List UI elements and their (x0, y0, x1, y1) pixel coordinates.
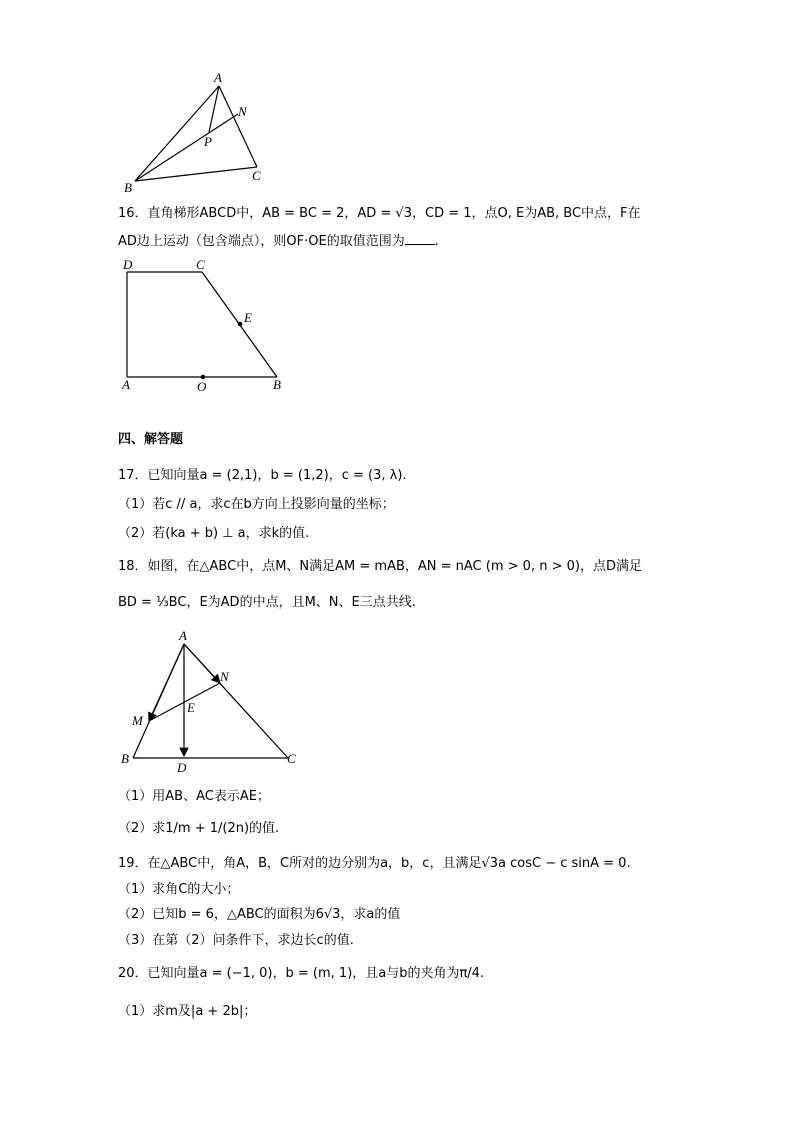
section-heading: 四、解答题 (118, 432, 184, 447)
figure-trapezoid (118, 256, 298, 396)
label-c2: C (196, 257, 205, 272)
answer-blank (405, 232, 435, 245)
q16-line2 (118, 232, 439, 251)
label-b: B (124, 180, 132, 193)
label-a: A (214, 70, 222, 85)
label-b2: B (273, 377, 281, 392)
q16-line2-text: AD边上运动（包含端点），则OF·OE的取值范围为 (118, 234, 405, 249)
q16-line1: 16．直角梯形ABCD中，AB = BC = 2，AD = √3，CD = 1，点O, E为AB, BC中点，F在 (118, 206, 641, 221)
q19-part3: （3）在第（2）问条件下，求边长c的值. (118, 933, 354, 948)
q18-line2: BD = ⅓BC，E为AD的中点，且M、N、E三点共线. (118, 595, 416, 610)
label-c3: C (287, 751, 296, 766)
label-n3: N (220, 669, 229, 684)
q18-part1: （1）用AB、AC表示AE； (118, 789, 270, 804)
q20-part1: （1）求m及|a + 2b|； (118, 1004, 257, 1019)
label-p: P (204, 134, 212, 149)
q17-part1: （1）若c // a，求c在b方向上投影向量的坐标； (118, 497, 395, 512)
label-m3: M (132, 713, 143, 728)
q19-stem: 19．在△ABC中，角A，B，C所对的边分别为a，b，c，且满足√3a cosC − c sinA = 0. (118, 856, 631, 871)
q20-stem: 20．已知向量a = (−1, 0)，b = (m, 1)，且a与b的夹角为π/4. (118, 966, 485, 981)
q17-part2: （2）若(ka + b) ⊥ a，求k的值. (118, 526, 310, 541)
label-d: D (123, 257, 133, 272)
label-a2: A (122, 377, 130, 392)
q18-part2: （2）求1/m + 1/(2n)的值. (118, 821, 280, 836)
q19-part1: （1）求角C的大小； (118, 882, 240, 897)
figure-triangle-apnc (118, 68, 278, 193)
label-e3: E (187, 700, 195, 715)
q16-line2-end: . (434, 234, 439, 249)
label-o: O (197, 379, 207, 394)
label-n: N (238, 104, 247, 119)
figure-triangle-amn (118, 628, 318, 778)
label-c: C (252, 168, 261, 183)
label-a3: A (179, 628, 187, 643)
label-d3: D (177, 760, 187, 775)
label-e: E (244, 310, 252, 325)
q18-line1: 18．如图，在△ABC中，点M、N满足AM = mAB，AN = nAC (m > 0, n > 0)，点D满足 (118, 559, 642, 574)
label-b3: B (121, 751, 129, 766)
point-e (238, 322, 243, 327)
q17-stem: 17．已知向量a = (2,1)，b = (1,2)，c = (3, λ). (118, 468, 407, 483)
q19-part2: （2）已知b = 6，△ABC的面积为6√3，求a的值 (118, 907, 401, 922)
